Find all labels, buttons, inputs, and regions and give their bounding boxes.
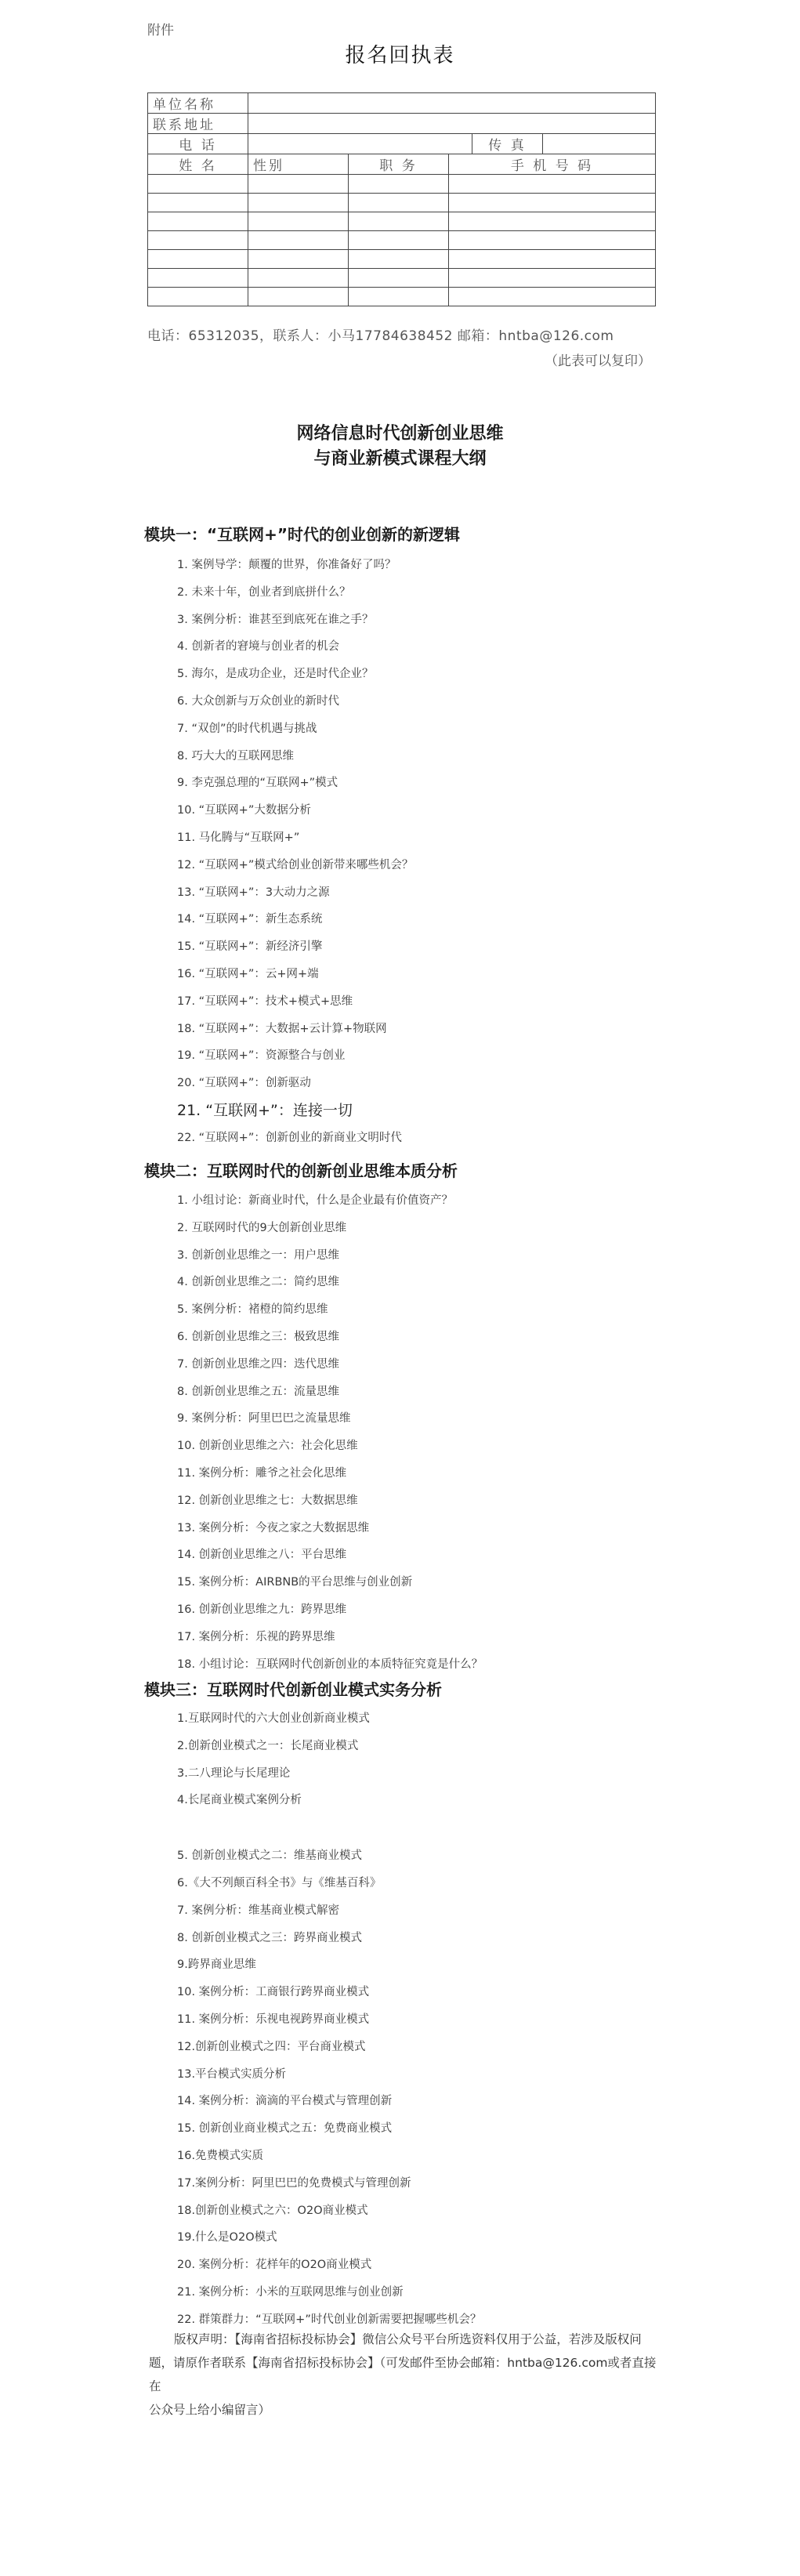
form-cell[interactable] [248,250,349,269]
form-row-unit [148,93,656,114]
module-1-items [177,552,413,1152]
list-item: 14. 创新创业思维之八：平台思维 [177,1549,347,1562]
module-2-items [177,1187,483,1678]
copyright-notice [149,2328,658,2422]
list-item: 11. 马化腾与“互联网+” [177,831,300,844]
list-item: 8. 创新创业思维之五：流量思维 [177,1385,339,1398]
form-row-address [148,114,656,134]
form-cell[interactable] [148,288,248,306]
list-item: 12. “互联网+”模式给创业创新带来哪些机会？ [177,858,414,871]
list-item: 5. 案例分析：褚橙的简约思维 [177,1303,328,1317]
list-item: 7. 案例分析：维基商业模式解密 [177,1904,339,1917]
form-cell[interactable] [248,288,349,306]
outline-title [0,422,800,472]
form-cell[interactable] [349,288,449,306]
list-item: 21. “互联网+”：连接一切 [177,1101,353,1119]
form-cell[interactable] [449,288,656,306]
list-item: 8. 创新创业模式之三：跨界商业模式 [177,1931,362,1944]
list-item: 4. 创新创业思维之二：简约思维 [177,1276,339,1289]
list-item: 3.二八理论与长尾理论 [177,1766,291,1780]
list-item: 4.长尾商业模式案例分析 [177,1794,302,1807]
form-blank-row [148,250,656,269]
list-item: 4. 创新者的窘境与创业者的机会 [177,640,339,654]
list-item: 16.免费模式实质 [177,2149,264,2162]
form-cell[interactable] [449,269,656,288]
form-cell[interactable] [148,269,248,288]
list-item: 13. “互联网+”：3大动力之源 [177,886,330,899]
list-item: 11. 案例分析：乐视电视跨界商业模式 [177,2013,370,2026]
unit-name-label: 单位名称 [148,93,248,114]
outline-title-line2: 与商业新模式课程大纲 [313,449,487,469]
copyright-line-3: 公众号上给小编留言） [149,2403,271,2417]
list-item: 14. “互联网+”：新生态系统 [177,913,323,926]
list-item: 15. 创新创业商业模式之五：免费商业模式 [177,2122,393,2136]
list-item: 17.案例分析：阿里巴巴的免费模式与管理创新 [177,2176,411,2190]
form-blank-row [148,194,656,212]
list-item: 2. 互联网时代的9大创新创业思维 [177,1221,347,1234]
list-item: 12.创新创业模式之四：平台商业模式 [177,2040,366,2053]
header-gender: 性别 [248,154,349,175]
fax-label: 传 真 [472,134,543,154]
list-item: 13. 案例分析：今夜之家之大数据思维 [177,1521,370,1534]
module-3-items [177,1705,481,2334]
form-cell[interactable] [148,194,248,212]
module-3-title: 模块三：互联网时代创新创业模式实务分析 [144,1680,442,1699]
header-position: 职 务 [349,154,449,175]
list-item: 1. 小组讨论：新商业时代，什么是企业最有价值资产？ [177,1194,453,1207]
unit-name-field[interactable] [248,93,656,114]
list-item: 16. 创新创业思维之九：跨界思维 [177,1603,347,1616]
list-item: 9.跨界商业思维 [177,1958,256,1972]
form-blank-row [148,288,656,306]
registration-form-table [147,92,656,306]
attachment-label: 附件 [147,23,174,38]
form-cell[interactable] [449,231,656,250]
contact-info: 电话：65312035，联系人：小马17784638452 邮箱：hntba@126.com [147,328,614,344]
phone-field[interactable] [248,134,472,154]
form-cell[interactable] [248,212,349,231]
list-item: 15. 案例分析：AIRBNB的平台思维与创业创新 [177,1576,413,1589]
outline-title-line1: 网络信息时代创新创业思维 [296,424,504,444]
list-item: 6. 大众创新与万众创业的新时代 [177,694,339,708]
list-item: 22. 群策群力：“互联网+”时代创业创新需要把握哪些机会？ [177,2313,482,2326]
form-cell[interactable] [449,194,656,212]
form-cell[interactable] [449,212,656,231]
form-cell[interactable] [349,269,449,288]
form-cell[interactable] [248,231,349,250]
list-item: 6.《大不列颠百科全书》与《维基百科》 [177,1876,382,1889]
address-label: 联系地址 [148,114,248,134]
list-item: 1.互联网时代的六大创业创新商业模式 [177,1712,370,1725]
fax-field[interactable] [543,134,656,154]
list-item: 7. “双创”的时代机遇与挑战 [177,722,317,735]
list-item: 3. 案例分析：谁甚至到底死在谁之手？ [177,613,374,626]
form-row-phone [148,134,656,154]
module-1-title: 模块一：“互联网+”时代的创业创新的新逻辑 [144,525,461,544]
list-item: 8. 巧大大的互联网思维 [177,749,294,763]
list-item: 7. 创新创业思维之四：迭代思维 [177,1357,339,1371]
form-blank-row [148,212,656,231]
list-item: 17. 案例分析：乐视的跨界思维 [177,1630,335,1643]
list-item: 20. 案例分析：花样年的O2O商业模式 [177,2259,372,2272]
list-item: 9. 李克强总理的“互联网+”模式 [177,777,338,790]
header-name: 姓 名 [148,154,248,175]
copyright-line-2: 题，请原作者联系【海南省招标投标协会】（可发邮件至协会邮箱：hntba@126.com或者直接在 [149,2356,657,2393]
list-item: 18. 小组讨论：互联网时代创新创业的本质特征究竟是什么？ [177,1658,483,1671]
form-cell[interactable] [148,250,248,269]
form-cell[interactable] [148,212,248,231]
form-header-row [148,154,656,175]
form-cell[interactable] [349,212,449,231]
list-item: 13.平台模式实质分析 [177,2067,287,2081]
phone-label: 电 话 [148,134,248,154]
module-2-title: 模块二：互联网时代的创新创业思维本质分析 [144,1161,458,1180]
form-cell[interactable] [349,231,449,250]
form-cell[interactable] [349,175,449,194]
header-mobile: 手 机 号 码 [449,154,656,175]
list-item: 18. “互联网+”：大数据+云计算+物联网 [177,1022,387,1035]
form-blank-row [148,269,656,288]
list-item: 5. 创新创业模式之二：维基商业模式 [177,1850,362,1863]
list-item: 5. 海尔，是成功企业，还是时代企业？ [177,668,374,681]
list-item: 20. “互联网+”：创新驱动 [177,1077,311,1090]
form-cell[interactable] [148,231,248,250]
list-item: 6. 创新创业思维之三：极致思维 [177,1330,339,1343]
list-item: 2.创新创业模式之一：长尾商业模式 [177,1739,359,1752]
list-item: 10. “互联网+”大数据分析 [177,804,311,817]
list-item: 14. 案例分析：滴滴的平台模式与管理创新 [177,2095,393,2108]
list-item: 12. 创新创业思维之七：大数据思维 [177,1494,358,1507]
form-cell[interactable] [248,175,349,194]
list-item: 21. 案例分析：小米的互联网思维与创业创新 [177,2285,404,2299]
form-blank-row [148,175,656,194]
form-cell[interactable] [248,269,349,288]
form-cell[interactable] [449,250,656,269]
list-item: 16. “互联网+”：云+网+端 [177,967,319,980]
form-cell[interactable] [248,194,349,212]
list-item: 1. 案例导学：颠覆的世界，你准备好了吗？ [177,559,396,571]
list-item: 19. “互联网+”：资源整合与创业 [177,1049,346,1063]
list-item: 22. “互联网+”：创新创业的新商业文明时代 [177,1131,402,1144]
list-item: 10. 创新创业思维之六：社会化思维 [177,1440,358,1453]
list-item: 9. 案例分析：阿里巴巴之流量思维 [177,1412,351,1426]
form-cell[interactable] [449,175,656,194]
copyright-line-1: 版权声明：【海南省招标投标协会】微信公众号平台所选资料仅用于公益，若涉及版权问 [174,2332,642,2346]
list-item: 3. 创新创业思维之一：用户思维 [177,1248,339,1262]
address-field[interactable] [248,114,656,134]
list-item: 11. 案例分析：雕爷之社会化思维 [177,1466,347,1480]
form-cell[interactable] [349,250,449,269]
list-item: 10. 案例分析：工商银行跨界商业模式 [177,1986,370,1999]
copy-note: （此表可以复印） [545,353,651,369]
form-cell[interactable] [148,175,248,194]
list-item: 17. “互联网+”：技术+模式+思维 [177,995,353,1008]
form-cell[interactable] [349,194,449,212]
list-item: 19.什么是O2O模式 [177,2231,277,2244]
list-item: 2. 未来十年，创业者到底拼什么？ [177,585,351,599]
form-title: 报名回执表 [345,44,455,67]
form-blank-row [148,231,656,250]
list-item: 18.创新创业模式之六：O2O商业模式 [177,2204,368,2217]
list-item: 15. “互联网+”：新经济引擎 [177,940,323,954]
